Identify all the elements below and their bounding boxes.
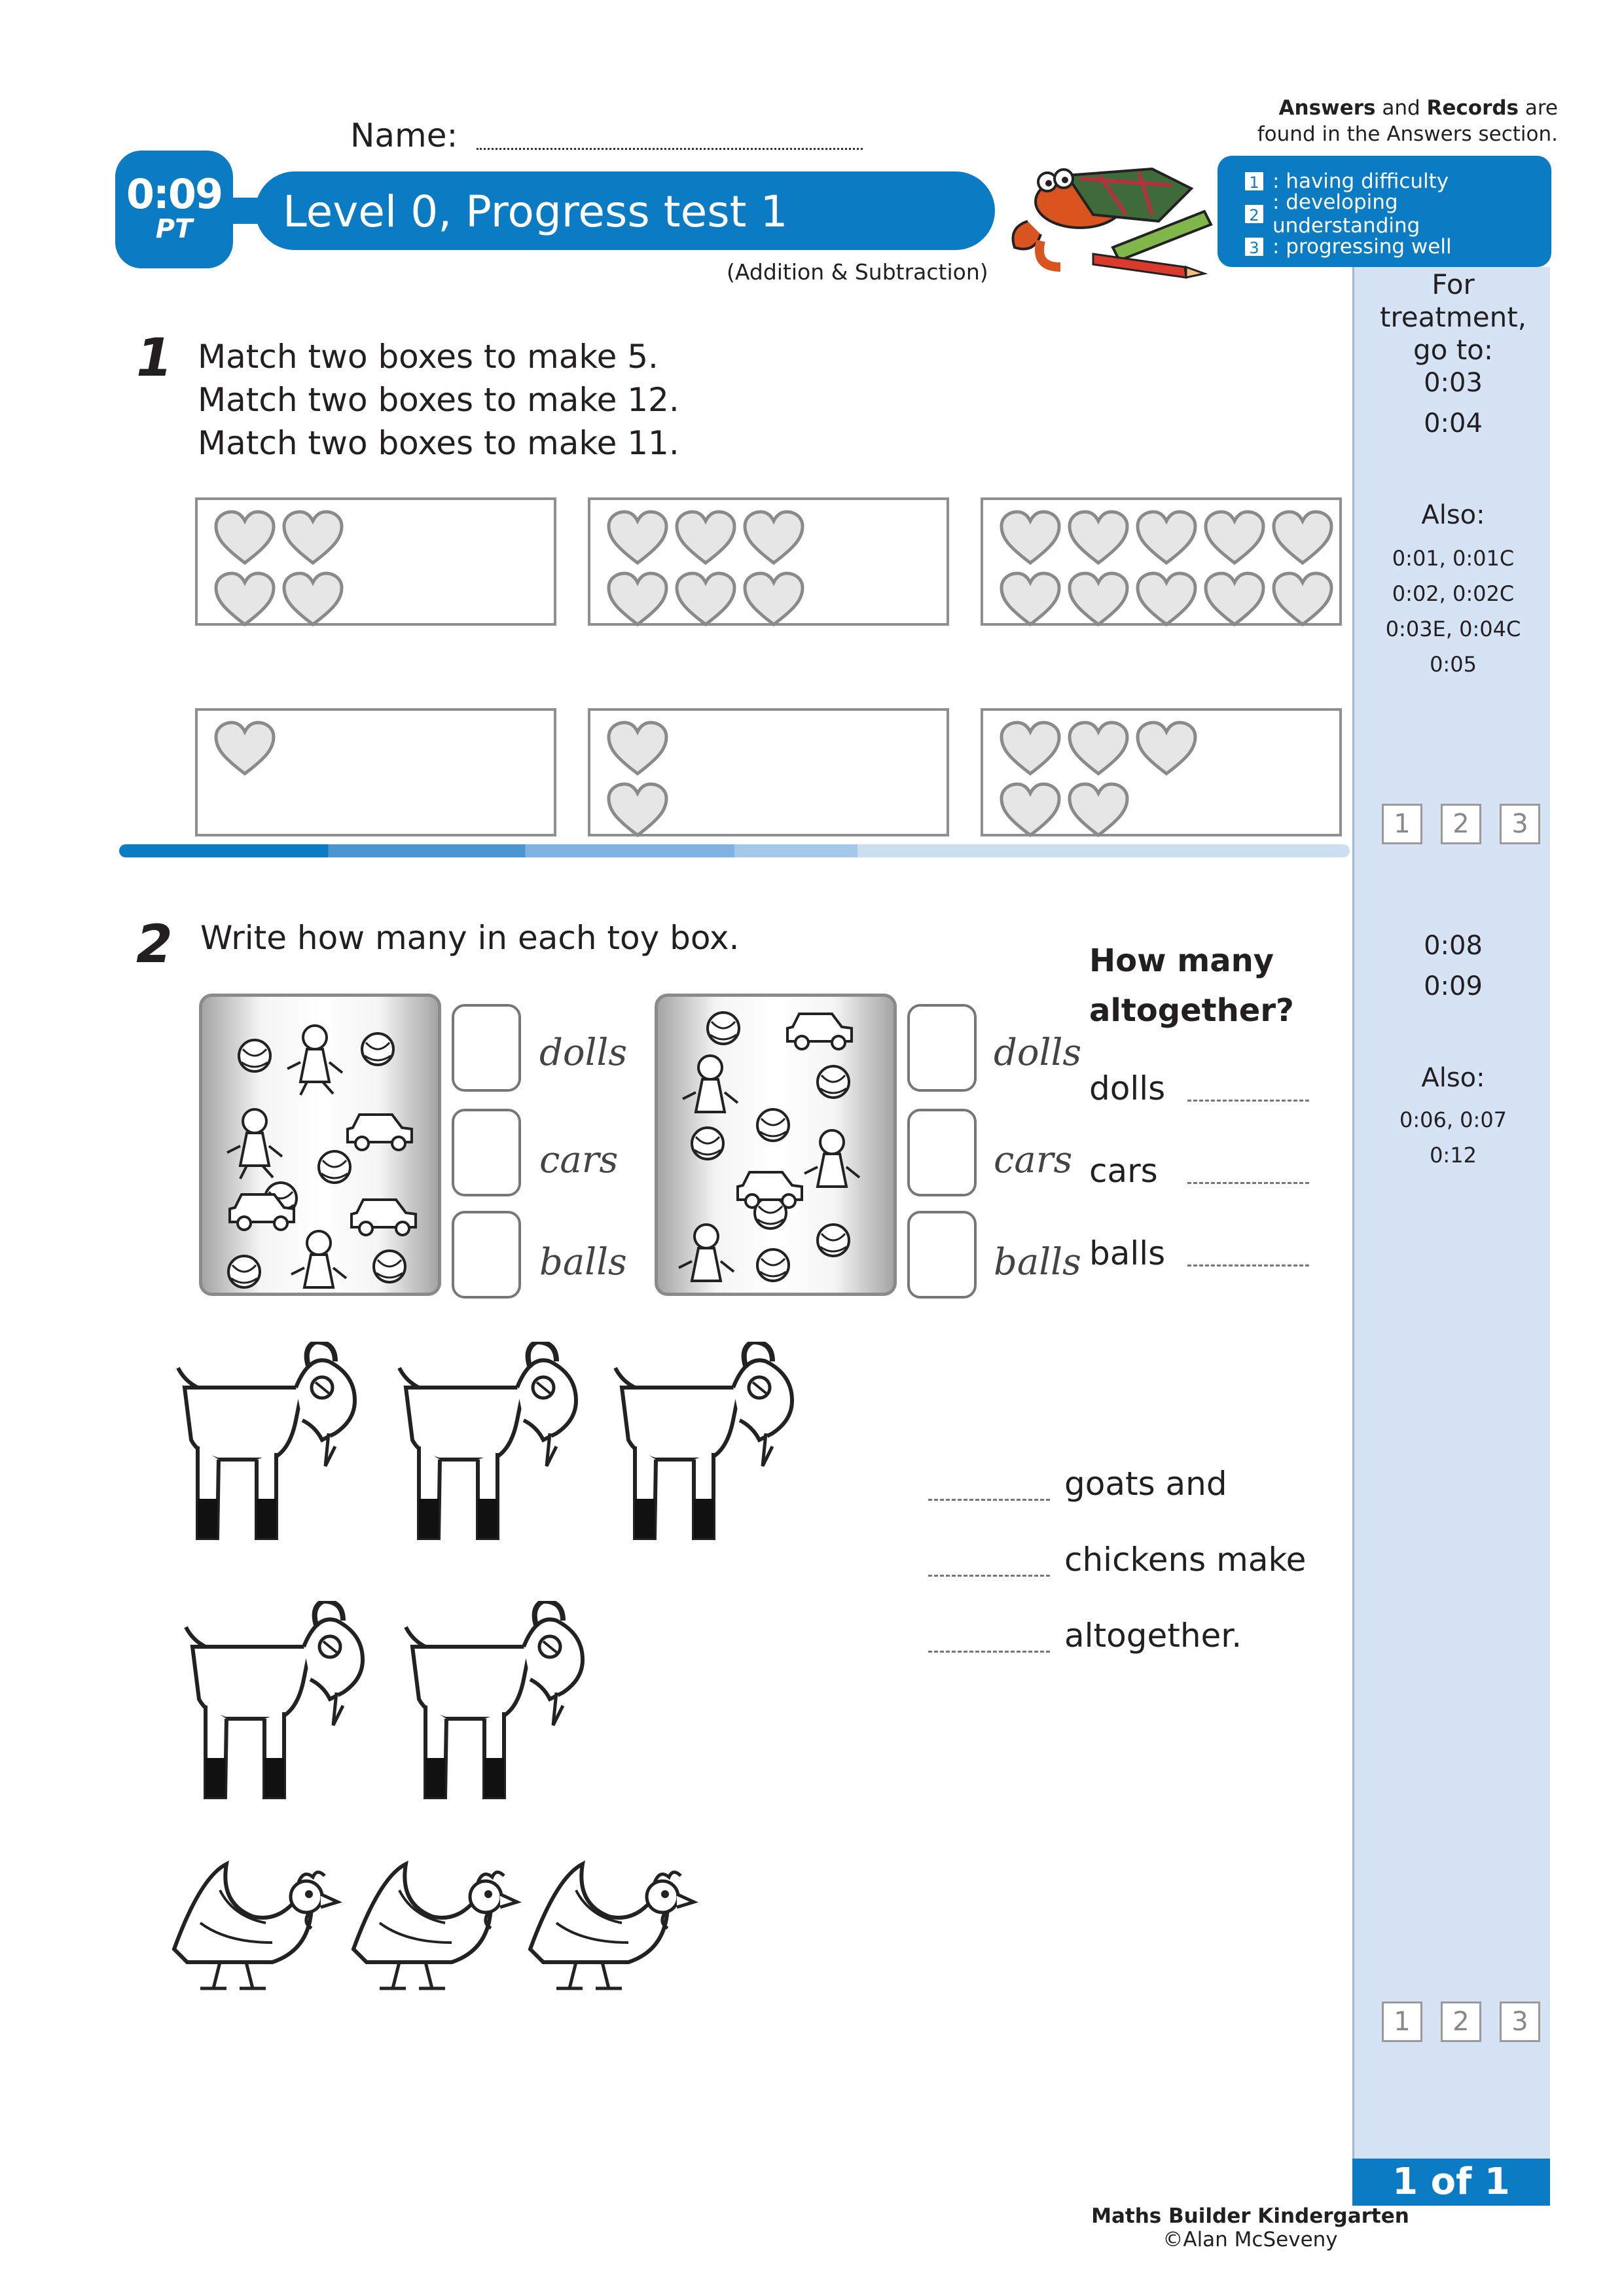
ball-icon	[818, 1225, 849, 1256]
heart-icon	[1269, 569, 1337, 631]
total-cars-label: cars	[1089, 1152, 1158, 1190]
total-dolls-field[interactable]	[1187, 1100, 1309, 1102]
ball-icon	[708, 1013, 739, 1044]
heart-icon	[211, 508, 279, 569]
doll-icon	[679, 1225, 734, 1281]
heart-icon	[604, 719, 672, 780]
toys-illustration	[202, 997, 438, 1293]
car-icon	[787, 1014, 852, 1049]
heart-box[interactable]	[981, 708, 1342, 836]
total-animals-field[interactable]	[928, 1651, 1050, 1653]
doll-icon	[227, 1109, 282, 1179]
doll-icon	[804, 1130, 859, 1187]
name-field[interactable]	[477, 148, 863, 150]
chickens-text: chickens make	[1064, 1541, 1307, 1579]
heart-icon	[1064, 508, 1132, 569]
heart-box[interactable]	[981, 497, 1342, 626]
section-divider	[119, 844, 1350, 857]
toy-box	[655, 994, 897, 1296]
q1-also-refs: 0:01, 0:01C 0:02, 0:02C 0:03E, 0:04C 0:05	[1385, 546, 1521, 677]
rating-box-3[interactable]: 3	[1500, 2001, 1540, 2042]
dolls-label: dolls	[539, 1031, 628, 1074]
rating-box-2[interactable]: 2	[1441, 2001, 1481, 2042]
lesson-code: 0:09	[126, 170, 223, 218]
cars-label: cars	[539, 1139, 619, 1181]
ball-icon	[239, 1040, 270, 1071]
heart-icon	[211, 569, 279, 631]
rating-box-1[interactable]: 1	[1382, 2001, 1422, 2042]
q2-instructions: Write how many in each toy box.	[200, 919, 740, 957]
heart-icon	[996, 780, 1064, 842]
goat-icon	[158, 1342, 368, 1558]
question-number: 2	[136, 914, 173, 975]
legend-row: 3 : progressing well	[1244, 230, 1551, 263]
toys-illustration	[658, 997, 893, 1293]
goats-text: goats and	[1064, 1465, 1227, 1503]
balls-label: balls	[539, 1241, 627, 1283]
heart-box[interactable]	[195, 497, 556, 626]
heart-icon	[279, 508, 347, 569]
cars-answer-box[interactable]	[907, 1109, 977, 1196]
ball-icon	[362, 1033, 393, 1065]
goat-icon	[386, 1601, 596, 1817]
ball-icon	[818, 1066, 849, 1098]
dolls-label: dolls	[994, 1031, 1082, 1074]
chicken-icon	[517, 1851, 707, 1995]
car-icon	[352, 1200, 416, 1235]
heart-icon	[1064, 569, 1132, 631]
doll-icon	[683, 1056, 738, 1112]
name-label: Name:	[350, 117, 458, 154]
doll-icon	[291, 1231, 346, 1287]
goat-icon	[380, 1342, 589, 1558]
goat-icon	[166, 1601, 376, 1817]
toy-box	[199, 994, 441, 1296]
goats-count-field[interactable]	[928, 1499, 1050, 1501]
heart-icon	[996, 569, 1064, 631]
legend-row: 1 : having difficulty	[1244, 165, 1551, 198]
dolls-answer-box[interactable]	[907, 1004, 977, 1092]
total-cars-field[interactable]	[1187, 1182, 1309, 1184]
q2-rating-boxes	[1382, 2001, 1540, 2042]
q2-also-refs: 0:06, 0:07 0:12	[1399, 1107, 1507, 1168]
q1-instructions: Match two boxes to make 5. Match two boxes to make 12. Match two boxes to make 11.	[198, 338, 679, 462]
footer-title: Maths Builder Kindergarten	[1091, 2204, 1409, 2228]
rating-box-2[interactable]: 2	[1441, 804, 1481, 844]
dolls-answer-box[interactable]	[452, 1004, 521, 1092]
chickens-count-field[interactable]	[928, 1575, 1050, 1577]
rating-box-1[interactable]: 1	[1382, 804, 1422, 844]
heart-icon	[604, 569, 672, 631]
treatment-sidebar	[1352, 267, 1550, 2173]
answers-note: Answers and Records are found in the Answers section.	[1257, 96, 1558, 146]
heart-icon	[1132, 719, 1200, 780]
car-icon	[348, 1115, 412, 1150]
heart-icon	[740, 508, 808, 569]
ball-icon	[757, 1249, 789, 1281]
treatment-heading: For treatment, go to:	[1379, 268, 1527, 366]
total-balls-field[interactable]	[1187, 1265, 1309, 1266]
heart-icon	[1064, 780, 1132, 842]
rating-box-3[interactable]: 3	[1500, 804, 1540, 844]
heart-icon	[996, 508, 1064, 569]
heart-icon	[211, 719, 279, 780]
q1-treatment-refs: 0:03 0:04	[1424, 368, 1483, 439]
cars-label: cars	[994, 1139, 1073, 1181]
lesson-code-badge	[115, 151, 233, 268]
chicken-icon	[340, 1851, 530, 1995]
goat-icon	[596, 1342, 805, 1558]
q1-rating-boxes	[1382, 804, 1540, 844]
heart-box[interactable]	[195, 708, 556, 836]
heart-icon	[740, 569, 808, 631]
total-balls-label: balls	[1089, 1234, 1166, 1272]
cars-answer-box[interactable]	[452, 1109, 521, 1196]
q2-also-label: Also:	[1421, 1063, 1485, 1093]
heart-icon	[1200, 508, 1269, 569]
rating-legend	[1218, 156, 1551, 267]
legend-row: 2 : developing understanding	[1244, 198, 1551, 230]
balls-label: balls	[994, 1241, 1081, 1283]
heart-icon	[279, 569, 347, 631]
how-many-heading: How many altogether?	[1089, 942, 1294, 1029]
footer-copyright: ©Alan McSeveny	[1163, 2228, 1338, 2251]
q1-also-label: Also:	[1421, 500, 1485, 530]
heart-box[interactable]	[588, 497, 949, 626]
heart-icon	[1269, 508, 1337, 569]
ball-icon	[692, 1128, 723, 1159]
altogether-text: altogether.	[1064, 1617, 1242, 1655]
heart-icon	[1132, 569, 1200, 631]
crab-mascot-icon	[995, 149, 1218, 280]
page-title: Level 0, Progress test 1	[283, 187, 788, 237]
ball-icon	[228, 1256, 260, 1287]
heart-box[interactable]	[588, 708, 949, 836]
heart-icon	[604, 780, 672, 842]
ball-icon	[319, 1151, 350, 1183]
heart-icon	[996, 719, 1064, 780]
heart-icon	[1064, 719, 1132, 780]
heart-icon	[604, 508, 672, 569]
heart-icon	[1200, 569, 1269, 631]
page-subtitle: (Addition & Subtraction)	[727, 259, 988, 285]
balls-answer-box[interactable]	[452, 1211, 521, 1299]
chicken-icon	[161, 1851, 351, 1995]
heart-icon	[1132, 508, 1200, 569]
heart-icon	[672, 508, 740, 569]
ball-icon	[374, 1251, 405, 1282]
doll-icon	[287, 1026, 342, 1095]
question-number: 1	[136, 327, 173, 388]
ball-icon	[757, 1109, 789, 1141]
q2-treatment-refs: 0:08 0:09	[1424, 931, 1483, 1001]
total-dolls-label: dolls	[1089, 1069, 1166, 1107]
balls-answer-box[interactable]	[907, 1211, 977, 1299]
heart-icon	[672, 569, 740, 631]
page-number: 1 of 1	[1352, 2159, 1550, 2206]
lesson-code-sub: PT	[155, 214, 193, 244]
